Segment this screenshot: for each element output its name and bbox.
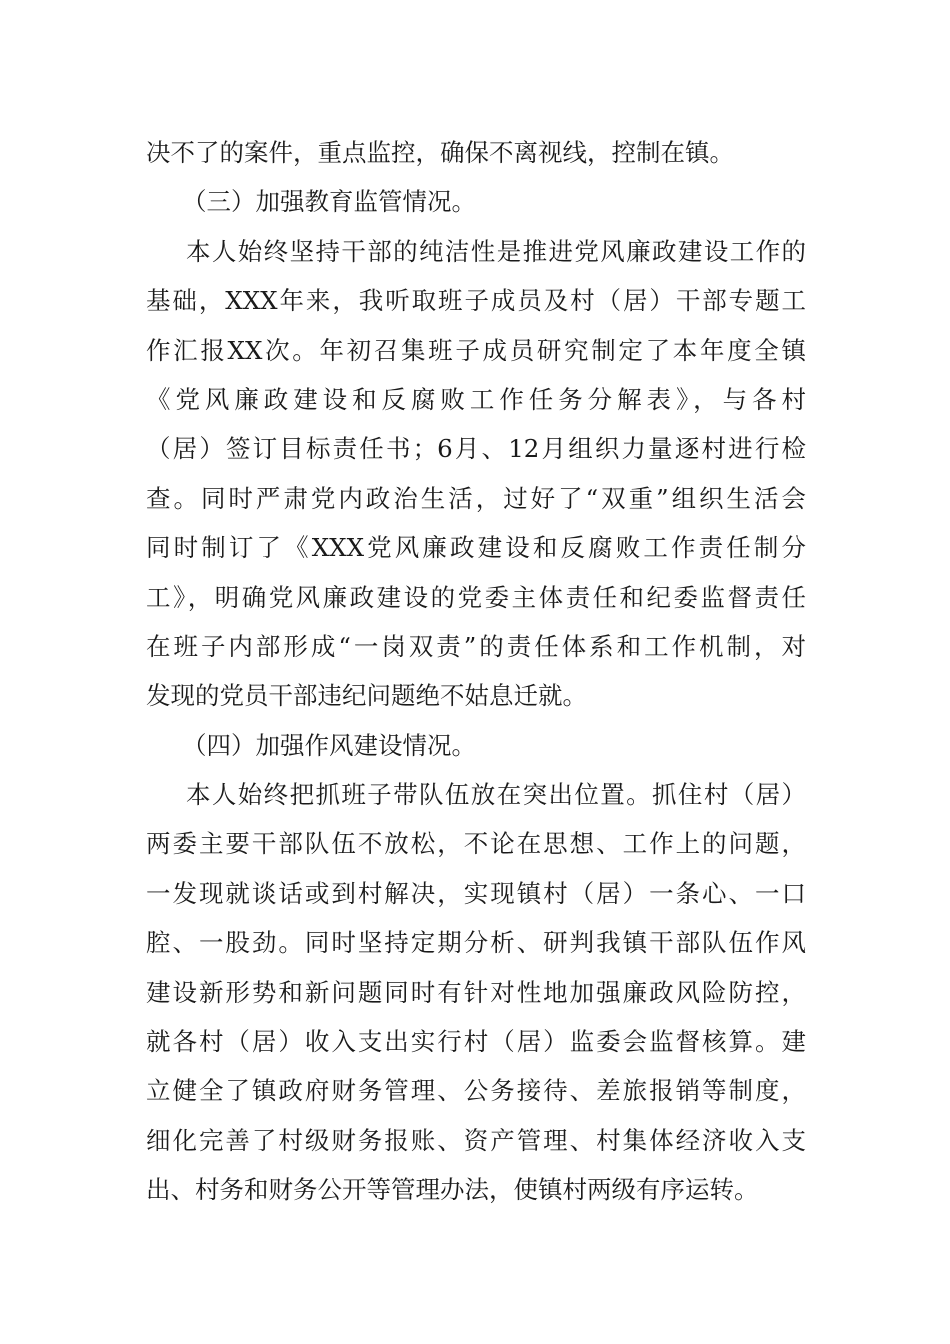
text-line: （居）签订目标责任书；6月、12月组织力量逐村进行检 — [146, 434, 806, 464]
text-line: 细化完善了村级财务报账、资产管理、村集体经济收入支 — [146, 1125, 806, 1155]
text-line: 基础，XXX年来，我听取班子成员及村（居）干部专题工 — [146, 286, 806, 316]
section-heading-3: （三）加强教育监管情况。 — [182, 187, 476, 217]
text-line: 出、村务和财务公开等管理办法，使镇村两级有序运转。 — [146, 1175, 759, 1205]
text-line: 查。同时严肃党内政治生活，过好了“双重”组织生活会 — [146, 483, 806, 513]
text-line: 本人始终把抓班子带队伍放在突出位置。抓住村（居） — [186, 780, 806, 810]
text-line: 腔、一股劲。同时坚持定期分析、研判我镇干部队伍作风 — [146, 928, 806, 958]
text-line: 工》，明确党风廉政建设的党委主体责任和纪委监督责任 — [146, 582, 806, 612]
text-line: 立健全了镇政府财务管理、公务接待、差旅报销等制度， — [146, 1076, 806, 1106]
text-line: 一发现就谈话或到村解决，实现镇村（居）一条心、一口 — [146, 878, 806, 908]
text-line: 就各村（居）收入支出实行村（居）监委会监督核算。建 — [146, 1027, 806, 1057]
text-line: 发现的党员干部违纪问题绝不姑息迁就。 — [146, 681, 587, 711]
text-line: 在班子内部形成“一岗双责”的责任体系和工作机制，对 — [146, 631, 806, 661]
text-line: 决不了的案件，重点监控，确保不离视线，控制在镇。 — [146, 138, 734, 167]
text-line: 两委主要干部队伍不放松，不论在思想、工作上的问题， — [146, 829, 806, 859]
text-line: 《党风廉政建设和反腐败工作任务分解表》，与各村 — [146, 384, 806, 414]
text-line: 作汇报XX次。年初召集班子成员研究制定了本年度全镇 — [146, 335, 806, 365]
text-line: 建设新形势和新问题同时有针对性地加强廉政风险防控， — [146, 977, 806, 1007]
section-heading-4: （四）加强作风建设情况。 — [182, 730, 476, 760]
text-line: 同时制订了《XXX党风廉政建设和反腐败工作责任制分 — [146, 533, 806, 563]
text-line: 本人始终坚持干部的纯洁性是推进党风廉政建设工作的 — [186, 236, 806, 266]
document-body — [146, 128, 806, 1215]
